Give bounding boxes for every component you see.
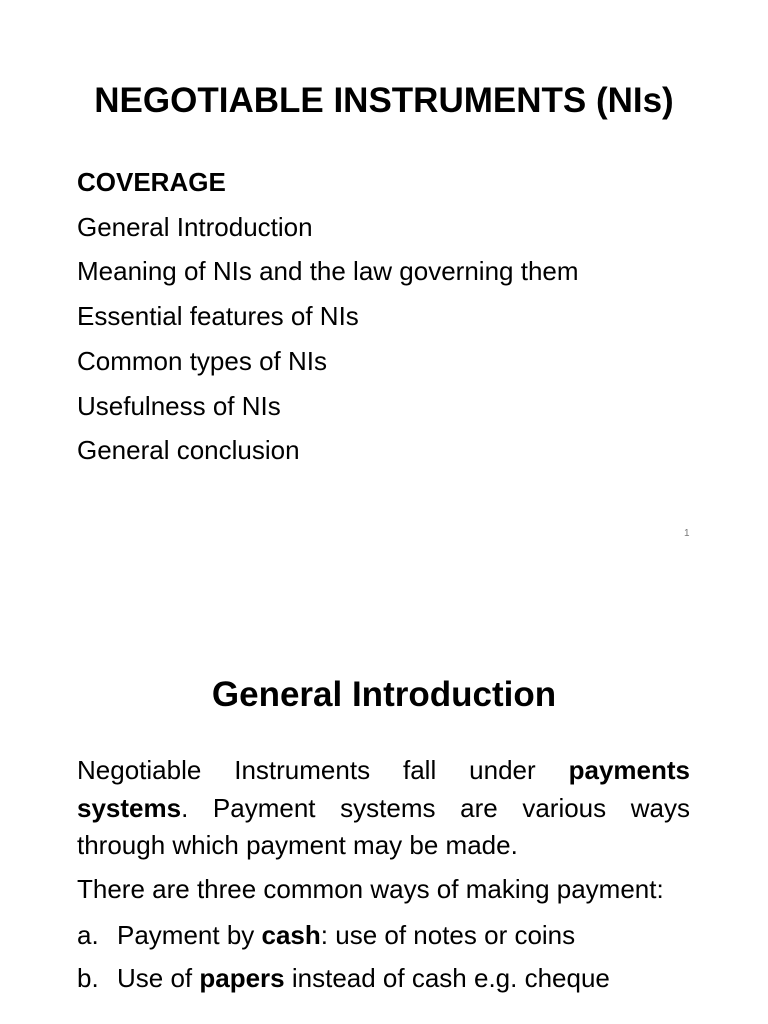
list-item-text: Payment by xyxy=(117,920,262,950)
list-item-bold-text: cash xyxy=(261,920,321,950)
coverage-section xyxy=(77,160,697,473)
paragraph-text: . Payment systems are various ways through which payment may be made. xyxy=(77,792,690,860)
list-item-bold-text: papers xyxy=(199,963,285,993)
paragraph xyxy=(77,752,690,865)
page-number: 1 xyxy=(684,528,690,539)
slide-title: NEGOTIABLE INSTRUMENTS (NIs) xyxy=(94,81,674,120)
list-item-text: Use of xyxy=(117,963,200,993)
coverage-item: General conclusion xyxy=(77,435,300,466)
slide-title: General Introduction xyxy=(211,675,557,714)
list-item xyxy=(77,914,690,957)
list-item xyxy=(77,957,690,1000)
paragraph-bold-text: payments systems xyxy=(77,755,690,823)
slide-body xyxy=(77,752,690,1000)
coverage-item: General Introduction xyxy=(77,211,313,242)
paragraph-text: Negotiable Instruments fall under xyxy=(77,755,569,785)
list-item-text: instead of cash e.g. cheque xyxy=(284,963,610,993)
coverage-item: Essential features of NIs xyxy=(77,301,359,332)
coverage-item: Usefulness of NIs xyxy=(77,390,281,421)
coverage-list xyxy=(77,205,697,473)
paragraph: There are three common ways of making payment: xyxy=(77,873,664,904)
list-item-text: : use of notes or coins xyxy=(320,920,576,950)
list-marker: b. xyxy=(77,963,99,993)
coverage-item: Meaning of NIs and the law governing them xyxy=(77,256,579,287)
list-marker: a. xyxy=(77,920,99,950)
payment-ways-list xyxy=(77,914,690,1000)
coverage-heading: COVERAGE xyxy=(77,167,226,197)
coverage-item: Common types of NIs xyxy=(77,345,327,376)
